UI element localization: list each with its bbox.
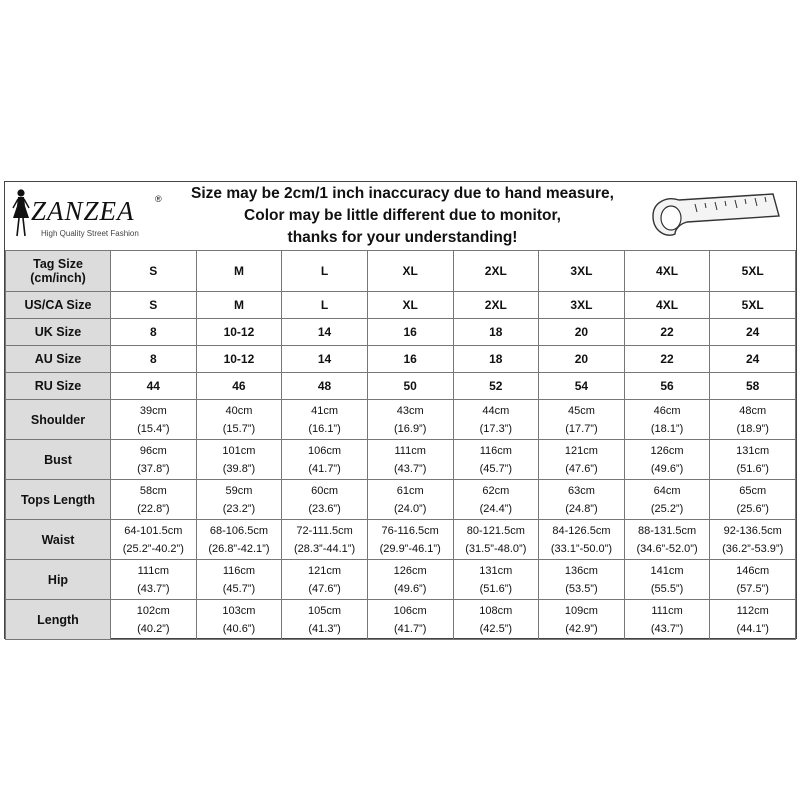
- inch-value: (29.9”-46.1”): [379, 542, 441, 555]
- inch-value: (15.7”): [222, 422, 256, 435]
- size-table: [5, 250, 796, 640]
- cm-value: 45cm: [567, 404, 595, 417]
- table-row: [6, 480, 796, 520]
- notice-line: Color may be little different due to monitor,: [244, 207, 561, 224]
- measurement-cell: [710, 520, 796, 560]
- cm-value: 80-121.5cm: [466, 524, 525, 537]
- cm-value: 131cm: [479, 564, 513, 577]
- cm-value: 105cm: [308, 604, 342, 617]
- table-row: [6, 292, 796, 319]
- table-row: [6, 346, 796, 373]
- inch-value: (31.5”-48.0”): [465, 542, 527, 555]
- size-cell: 18: [453, 346, 539, 373]
- brand-tagline: High Quality Street Fashion: [41, 229, 139, 238]
- measurement-cell: [539, 400, 625, 440]
- inch-value: (42.9”): [565, 622, 598, 635]
- inch-value: (51.6”): [479, 582, 513, 595]
- inch-value: (49.6”): [393, 582, 427, 595]
- measurement-cell: [453, 400, 539, 440]
- measurement-cell: [453, 440, 539, 480]
- inch-value: (41.3”): [308, 622, 341, 635]
- cm-value: 64-101.5cm: [124, 524, 183, 537]
- size-cell: M: [196, 251, 282, 292]
- inch-value: (28.3”-44.1”): [293, 542, 356, 555]
- cm-value: 41cm: [311, 404, 339, 417]
- measurement-cell: [111, 520, 197, 560]
- size-cell: 2XL: [453, 292, 539, 319]
- size-cell: S: [111, 292, 197, 319]
- measurement-cell: [196, 400, 282, 440]
- measurement-cell: [282, 480, 368, 520]
- row-label: RU Size: [6, 373, 111, 400]
- cm-value: 121cm: [308, 564, 342, 577]
- measurement-cell: [453, 480, 539, 520]
- inch-value: (39.8”): [222, 462, 256, 475]
- cm-value: 131cm: [736, 444, 770, 457]
- size-cell: S: [111, 251, 197, 292]
- cm-value: 64cm: [653, 484, 681, 497]
- measurement-cell: [710, 440, 796, 480]
- size-cell: L: [282, 292, 368, 319]
- inch-value: (37.8”): [137, 462, 170, 475]
- size-cell: M: [196, 292, 282, 319]
- inch-value: (23.2”): [222, 502, 256, 515]
- size-cell: 18: [453, 319, 539, 346]
- cm-value: 106cm: [393, 604, 427, 617]
- size-cell: 54: [539, 373, 625, 400]
- measurement-cell: [282, 520, 368, 560]
- inch-value: (45.7”): [479, 462, 513, 475]
- size-cell: 8: [111, 346, 197, 373]
- size-cell: 4XL: [624, 251, 710, 292]
- size-cell: 14: [282, 319, 368, 346]
- size-cell: 10-12: [196, 346, 282, 373]
- cm-value: 92-136.5cm: [723, 524, 782, 537]
- measurement-cell: [539, 480, 625, 520]
- measurement-cell: [196, 480, 282, 520]
- cm-value: 96cm: [139, 444, 167, 457]
- cm-value: 126cm: [393, 564, 427, 577]
- cm-value: 111cm: [137, 564, 169, 577]
- measurement-cell: [367, 600, 453, 640]
- cm-value: 126cm: [650, 444, 684, 457]
- inch-value: (57.5”): [736, 582, 769, 595]
- inch-value: (24.0”): [393, 502, 427, 515]
- size-cell: 16: [367, 346, 453, 373]
- inch-value: (18.9”): [736, 422, 769, 435]
- inch-value: (53.5”): [565, 582, 598, 595]
- notice-line: thanks for your understanding!: [287, 229, 518, 246]
- row-label: AU Size: [6, 346, 111, 373]
- brand-logo: [9, 188, 169, 244]
- inch-value: (16.9”): [393, 422, 427, 435]
- measurement-cell: [453, 600, 539, 640]
- measurement-cell: [624, 600, 710, 640]
- inch-value: (15.4”): [137, 422, 170, 435]
- row-label: Length: [6, 600, 111, 640]
- cm-value: 121cm: [564, 444, 598, 457]
- size-chart: [4, 181, 797, 639]
- measurement-cell: [710, 480, 796, 520]
- notice-line: Size may be 2cm/1 inch inaccuracy due to hand measure,: [191, 185, 614, 202]
- inch-value: (25.2”): [650, 502, 684, 515]
- size-cell: 56: [624, 373, 710, 400]
- size-cell: 22: [624, 319, 710, 346]
- cm-value: 60cm: [311, 484, 339, 497]
- chart-header: [5, 182, 796, 251]
- cm-value: 72-111.5cm: [296, 524, 353, 537]
- inch-value: (17.7”): [565, 422, 598, 435]
- measurement-cell: [367, 400, 453, 440]
- measurement-notice: [175, 183, 630, 249]
- measurement-cell: [111, 560, 197, 600]
- inch-value: (49.6”): [650, 462, 684, 475]
- measurement-cell: [624, 480, 710, 520]
- table-row: [6, 440, 796, 480]
- cm-value: 112cm: [736, 604, 769, 617]
- inch-value: (24.8”): [565, 502, 598, 515]
- cm-value: 63cm: [567, 484, 595, 497]
- cm-value: 40cm: [225, 404, 253, 417]
- measurement-cell: [453, 560, 539, 600]
- cm-value: 44cm: [482, 404, 510, 417]
- measurement-cell: [282, 600, 368, 640]
- size-cell: XL: [367, 251, 453, 292]
- cm-value: 116cm: [222, 564, 256, 577]
- cm-value: 62cm: [482, 484, 510, 497]
- measurement-cell: [624, 560, 710, 600]
- cm-value: 108cm: [479, 604, 513, 617]
- inch-value: (43.7”): [137, 582, 170, 595]
- table-row: [6, 251, 796, 292]
- size-cell: 20: [539, 346, 625, 373]
- cm-value: 39cm: [139, 404, 167, 417]
- inch-value: (40.6”): [222, 622, 256, 635]
- size-cell: 14: [282, 346, 368, 373]
- inch-value: (47.6”): [565, 462, 598, 475]
- size-cell: 58: [710, 373, 796, 400]
- measurement-cell: [710, 400, 796, 440]
- inch-value: (22.8”): [137, 502, 170, 515]
- cm-value: 58cm: [139, 484, 167, 497]
- registered-mark: ®: [155, 194, 162, 204]
- inch-value: (24.4”): [479, 502, 513, 515]
- table-row: [6, 400, 796, 440]
- measurement-cell: [624, 520, 710, 560]
- cm-value: 116cm: [479, 444, 512, 457]
- cm-value: 106cm: [308, 444, 342, 457]
- measurement-cell: [367, 440, 453, 480]
- table-row: [6, 560, 796, 600]
- size-cell: 20: [539, 319, 625, 346]
- cm-value: 146cm: [736, 564, 770, 577]
- inch-value: (40.2”): [137, 622, 170, 635]
- cm-value: 109cm: [564, 604, 598, 617]
- measurement-cell: [624, 400, 710, 440]
- measurement-cell: [111, 480, 197, 520]
- measurement-cell: [367, 520, 453, 560]
- measurement-cell: [710, 600, 796, 640]
- cm-value: 68-106.5cm: [209, 524, 268, 537]
- woman-silhouette-icon: [9, 188, 33, 238]
- inch-value: (25.6”): [736, 502, 769, 515]
- inch-value: (45.7”): [222, 582, 256, 595]
- inch-value: (51.6”): [736, 462, 769, 475]
- size-cell: 3XL: [539, 251, 625, 292]
- inch-value: (23.6”): [308, 502, 341, 515]
- cm-value: 136cm: [564, 564, 598, 577]
- table-row: [6, 373, 796, 400]
- size-cell: 50: [367, 373, 453, 400]
- row-label: Shoulder: [6, 400, 111, 440]
- row-label: UK Size: [6, 319, 111, 346]
- cm-value: 111cm: [651, 604, 683, 617]
- size-cell: 8: [111, 319, 197, 346]
- cm-value: 141cm: [650, 564, 684, 577]
- cm-value: 84-126.5cm: [552, 524, 611, 537]
- cm-value: 76-116.5cm: [381, 524, 439, 537]
- measurement-cell: [196, 520, 282, 560]
- size-cell: 5XL: [710, 251, 796, 292]
- measurement-cell: [367, 560, 453, 600]
- measurement-cell: [111, 600, 197, 640]
- table-row: [6, 520, 796, 560]
- brand-name: ZANZEA: [31, 196, 135, 226]
- cm-value: 88-131.5cm: [638, 524, 697, 537]
- inch-value: (17.3”): [479, 422, 513, 435]
- measurement-cell: [282, 560, 368, 600]
- size-cell: 3XL: [539, 292, 625, 319]
- inch-value: (34.6”-52.0”): [636, 542, 698, 555]
- size-cell: 10-12: [196, 319, 282, 346]
- inch-value: (41.7”): [308, 462, 341, 475]
- inch-value: (47.6”): [308, 582, 341, 595]
- inch-value: (43.7”): [393, 462, 427, 475]
- size-cell: 24: [710, 319, 796, 346]
- inch-value: (36.2”-53.9”): [722, 542, 784, 555]
- inch-value: (55.5”): [650, 582, 684, 595]
- cm-value: 111cm: [394, 444, 426, 457]
- cm-value: 59cm: [225, 484, 253, 497]
- measurement-cell: [453, 520, 539, 560]
- cm-value: 101cm: [222, 444, 256, 457]
- measurement-cell: [111, 440, 197, 480]
- inch-value: (41.7”): [393, 622, 427, 635]
- measuring-tape-icon: [645, 186, 785, 246]
- size-cell: 46: [196, 373, 282, 400]
- measurement-cell: [710, 560, 796, 600]
- inch-value: (18.1”): [650, 422, 684, 435]
- cm-value: 46cm: [653, 404, 681, 417]
- size-cell: 16: [367, 319, 453, 346]
- inch-value: (25.2”-40.2”): [122, 542, 184, 555]
- size-cell: 5XL: [710, 292, 796, 319]
- inch-value: (42.5”): [479, 622, 513, 635]
- inch-value: (16.1”): [308, 422, 341, 435]
- row-label: Tag Size (cm/inch): [6, 251, 111, 292]
- inch-value: (43.7”): [650, 622, 684, 635]
- cm-value: 48cm: [739, 404, 767, 417]
- measurement-cell: [196, 560, 282, 600]
- size-cell: 22: [624, 346, 710, 373]
- row-label: Hip: [6, 560, 111, 600]
- size-cell: 44: [111, 373, 197, 400]
- table-row: [6, 600, 796, 640]
- measurement-cell: [539, 440, 625, 480]
- size-cell: 52: [453, 373, 539, 400]
- cm-value: 61cm: [396, 484, 424, 497]
- row-label: Tops Length: [6, 480, 111, 520]
- measurement-cell: [196, 440, 282, 480]
- measurement-cell: [539, 560, 625, 600]
- cm-value: 43cm: [396, 404, 424, 417]
- size-cell: 48: [282, 373, 368, 400]
- row-label: Bust: [6, 440, 111, 480]
- size-cell: 2XL: [453, 251, 539, 292]
- cm-value: 102cm: [136, 604, 170, 617]
- measurement-cell: [624, 440, 710, 480]
- size-cell: 4XL: [624, 292, 710, 319]
- row-label: Waist: [6, 520, 111, 560]
- cm-value: 103cm: [222, 604, 256, 617]
- measurement-cell: [196, 600, 282, 640]
- table-row: [6, 319, 796, 346]
- measurement-cell: [282, 400, 368, 440]
- measurement-cell: [367, 480, 453, 520]
- inch-value: (33.1”-50.0”): [550, 542, 612, 555]
- size-cell: 24: [710, 346, 796, 373]
- measurement-cell: [539, 520, 625, 560]
- row-label: US/CA Size: [6, 292, 111, 319]
- measurement-cell: [539, 600, 625, 640]
- measurement-cell: [111, 400, 197, 440]
- inch-value: (44.1”): [736, 622, 769, 635]
- size-cell: L: [282, 251, 368, 292]
- measurement-cell: [282, 440, 368, 480]
- inch-value: (26.8”-42.1”): [208, 542, 270, 555]
- size-cell: XL: [367, 292, 453, 319]
- cm-value: 65cm: [739, 484, 767, 497]
